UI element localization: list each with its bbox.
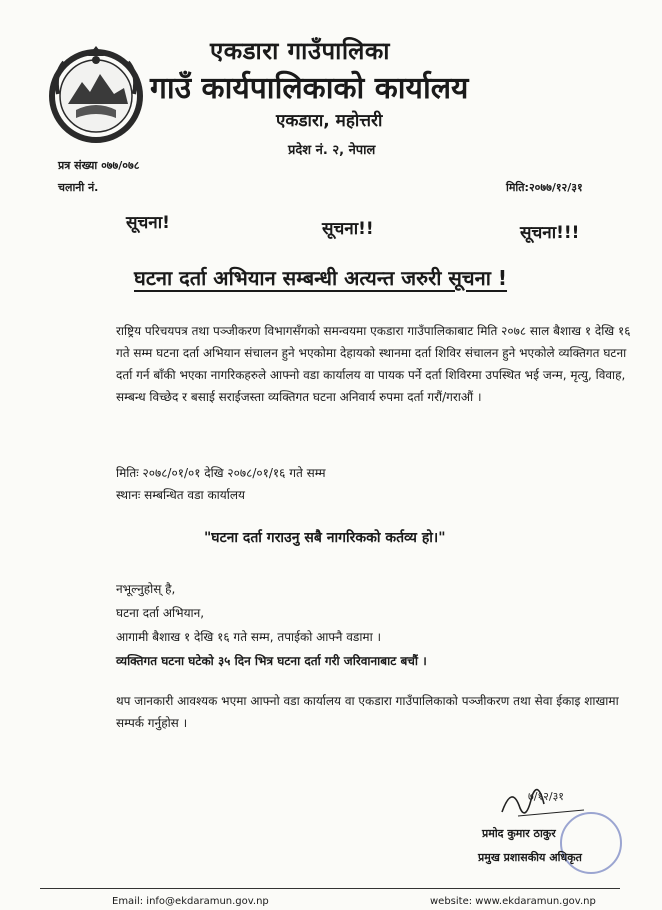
contact-text: थप जानकारी आवश्यक भएमा आफ्नो वडा कार्यालय वा एकडारा गाउँपालिकाको पञ्जीकरण तथा सेवा ईकाइ शाखामा सम्पर्क गर्नुहोस ।: [116, 694, 619, 730]
reminder-line-2: घटना दर्ता अभियान,: [116, 606, 205, 620]
body-text: राष्ट्रिय परिचयपत्र तथा पञ्जीकरण विभागसँगको समन्वयमा एकडारा गाउँपालिकाबाट मिति २०७८ साल बैशाख १ देखि १६ गते सम्म घटना दर्ता अभियान संचालन हुने भएकोमा देहायको स्थानमा दर्ता शिविर संचालन हुने भएकोले व्यक्तिगत घटना दर्ता गर्न बाँकी भएका नागरिकहरुले आफ्नो वडा कार्यालय वा पायक पर्ने दर्ता शिविरमा उपस्थित भई जन्म, मृत्यु, विवाह, सम्बन्ध विच्छेद र बसाई सराईजस्ता व्यक्तिगत घटना अनिवार्य रुपमा दर्ता गरौं/गराऔं ।: [116, 324, 631, 404]
notice-title: घटना दर्ता अभियान सम्बन्धी अत्यन्त जरुरी सूचना !: [134, 266, 508, 290]
municipality-name: एकडारा गाउँपालिका: [210, 37, 391, 65]
dispatch-number: चलानी नं.: [58, 181, 99, 194]
signature-scribble: [498, 778, 588, 820]
slogan: "घटना दर्ता गराउनु सबै नागरिकको कर्तव्य हो।": [204, 530, 446, 546]
notice-label-2: सूचना!!: [322, 219, 374, 239]
footer-website: website: www.ekdaramun.gov.np: [430, 896, 596, 907]
notice-label-1: सूचना!: [126, 213, 170, 233]
signature-date: ७/१२/३१: [528, 790, 565, 803]
contact-paragraph: [116, 690, 636, 734]
reminder-line-4: व्यक्तिगत घटना घटेको ३५ दिन भित्र घटना दर्ता गरी जरिवानाबाट बचौं ।: [116, 654, 427, 668]
reminder-line-3: आगामी बैशाख १ देखि १६ गते सम्म, तपाईको आफ्नै वडामा ।: [116, 630, 382, 644]
notice-label-3: सूचना!!!: [520, 223, 580, 243]
office-location: एकडारा, महोत्तरी: [276, 111, 383, 131]
signatory-name: प्रमोद कुमार ठाकुर: [482, 827, 556, 840]
office-title: गाउँ कार्यपालिकाको कार्यालय: [150, 71, 469, 106]
signatory-designation: प्रमुख प्रशासकीय अधिकृत: [478, 851, 582, 864]
province-line: प्रदेश नं. २, नेपाल: [288, 143, 376, 158]
letter-date: मिति:२०७७/१२/३१: [506, 181, 583, 194]
footer-divider: [40, 888, 620, 889]
body-paragraph: [116, 320, 636, 408]
footer-email: Email: info@ekdaramun.gov.np: [112, 896, 269, 907]
schedule-dates: मितिः २०७८/०१/०१ देखि २०७८/०१/१६ गते सम्म: [116, 466, 326, 480]
reminder-line-1: नभूल्नुहोस् है,: [116, 582, 176, 596]
government-emblem-icon: [44, 44, 148, 144]
schedule-place: स्थानः सम्बन्धित वडा कार्यालय: [116, 488, 245, 502]
letter-number: प्रत्र संख्या ०७७/०७८: [58, 159, 140, 172]
